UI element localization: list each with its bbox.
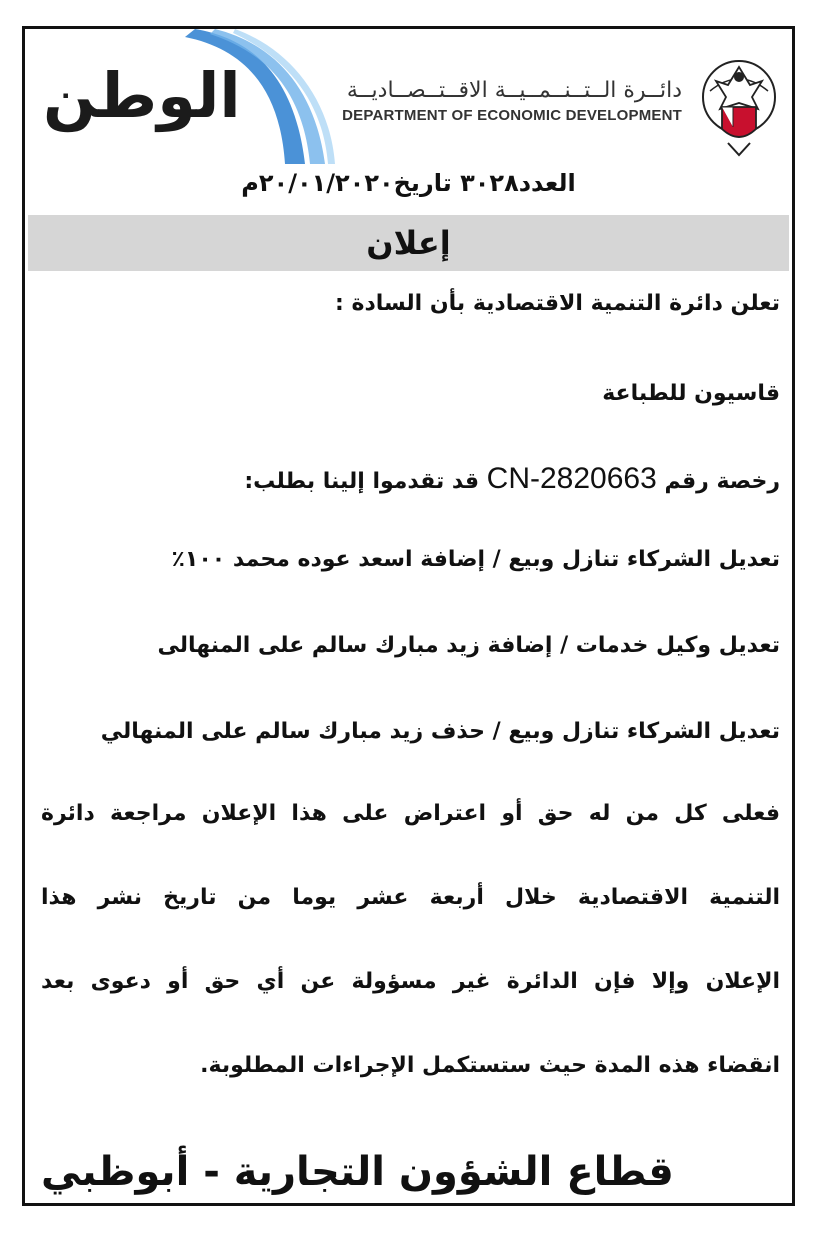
notice-line: فعلى كل من له حق أو اعتراض على هذا الإعلان مراجعة دائرة (41, 801, 780, 826)
license-suffix: قد تقدموا إلينا بطلب: (244, 469, 479, 494)
announcement-title: إعلان (28, 215, 789, 271)
header (25, 29, 792, 164)
department-name (342, 79, 682, 124)
footer-sector-name: قطاع الشؤون التجارية - أبوظبي (41, 1149, 674, 1195)
issue-date-line: العدد٣٠٢٨ تاريخ٢٠/٠١/٢٠٢٠م (241, 169, 576, 197)
license-number: CN-2820663 (486, 462, 657, 495)
abu-dhabi-falcon-emblem-icon (698, 47, 780, 159)
department-name-arabic: دائــرة الــتــنــمــيــة الاقــتــصــاديــة (346, 78, 682, 103)
company-name: قاسيون للطباعة (602, 381, 780, 406)
amendment-line: تعديل وكيل خدمات / إضافة زيد مبارك سالم على المنهالى (157, 633, 780, 658)
intro-line: تعلن دائرة التنمية الاقتصادية بأن السادة : (335, 291, 780, 316)
announcement-frame (22, 26, 795, 1206)
department-name-english: DEPARTMENT OF ECONOMIC DEVELOPMENT (342, 107, 682, 125)
notice-line: الإعلان وإلا فإن الدائرة غير مسؤولة عن أي حق أو دعوى بعد (41, 969, 780, 994)
newspaper-logo: الوطن (43, 59, 241, 132)
notice-line: انقضاء هذه المدة حيث ستستكمل الإجراءات المطلوبة. (200, 1053, 780, 1078)
notice-line: التنمية الاقتصادية خلال أربعة عشر يوما من تاريخ نشر هذا (41, 885, 780, 910)
amendment-line: تعديل الشركاء تنازل وبيع / إضافة اسعد عوده محمد ١٠٠٪ (171, 547, 780, 572)
license-line (41, 461, 780, 497)
amendment-line: تعديل الشركاء تنازل وبيع / حذف زيد مبارك سالم على المنهالي (100, 719, 780, 744)
license-prefix: رخصة رقم (664, 469, 780, 494)
